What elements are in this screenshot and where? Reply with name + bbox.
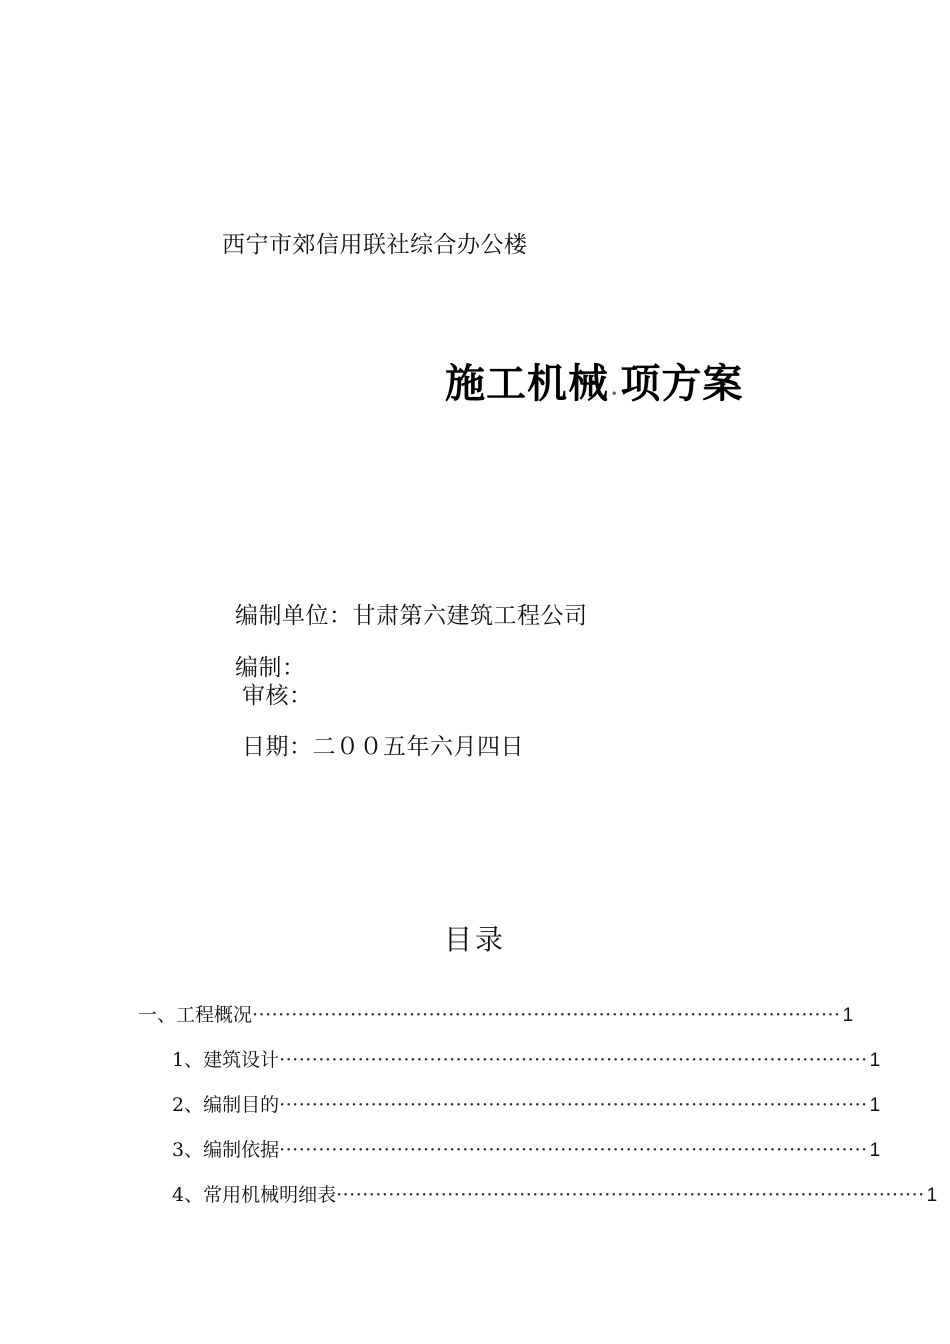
toc-item-label: 4、常用机械明细表	[172, 1184, 337, 1206]
toc-item-page: 1	[869, 1050, 881, 1071]
toc-heading: 目录	[443, 923, 506, 956]
toc-item[interactable]	[172, 1090, 881, 1117]
toc-item-page: 1	[869, 1095, 881, 1116]
title-mark: •	[611, 389, 619, 400]
toc-item-page: 1	[842, 1005, 854, 1026]
toc-item[interactable]	[138, 1000, 854, 1027]
toc-item-page: 1	[926, 1185, 938, 1206]
document-title	[445, 352, 743, 409]
toc-item-label: 3、编制依据	[172, 1139, 280, 1161]
toc-leader-dots: ··························································································	[279, 1094, 868, 1116]
toc-item[interactable]	[172, 1180, 938, 1207]
title-part-2: 项方案	[620, 361, 744, 407]
toc-leader-dots: ··························································································	[279, 1049, 868, 1071]
toc-item[interactable]	[172, 1135, 881, 1162]
date-field: 日期：二００五年六月四日	[242, 734, 524, 760]
compiling-unit: 编制单位：甘肃第六建筑工程公司	[235, 603, 588, 629]
editor-field: 编制：	[235, 655, 306, 681]
toc-leader-dots: ··························································································	[336, 1184, 925, 1206]
toc-item-label: 一、工程概况	[138, 1004, 253, 1026]
reviewer-field: 审核：	[242, 683, 313, 709]
project-name: 西宁市郊信用联社综合办公楼	[222, 232, 528, 258]
toc-leader-dots: ··························································································	[279, 1139, 868, 1161]
title-part-1: 施工机械	[445, 361, 609, 407]
toc-item-page: 1	[869, 1140, 881, 1161]
toc-leader-dots: ··························································································	[252, 1004, 841, 1026]
toc-item-label: 1、建筑设计	[172, 1049, 280, 1071]
toc-item[interactable]	[172, 1045, 881, 1072]
toc-item-label: 2、编制目的	[172, 1094, 280, 1116]
